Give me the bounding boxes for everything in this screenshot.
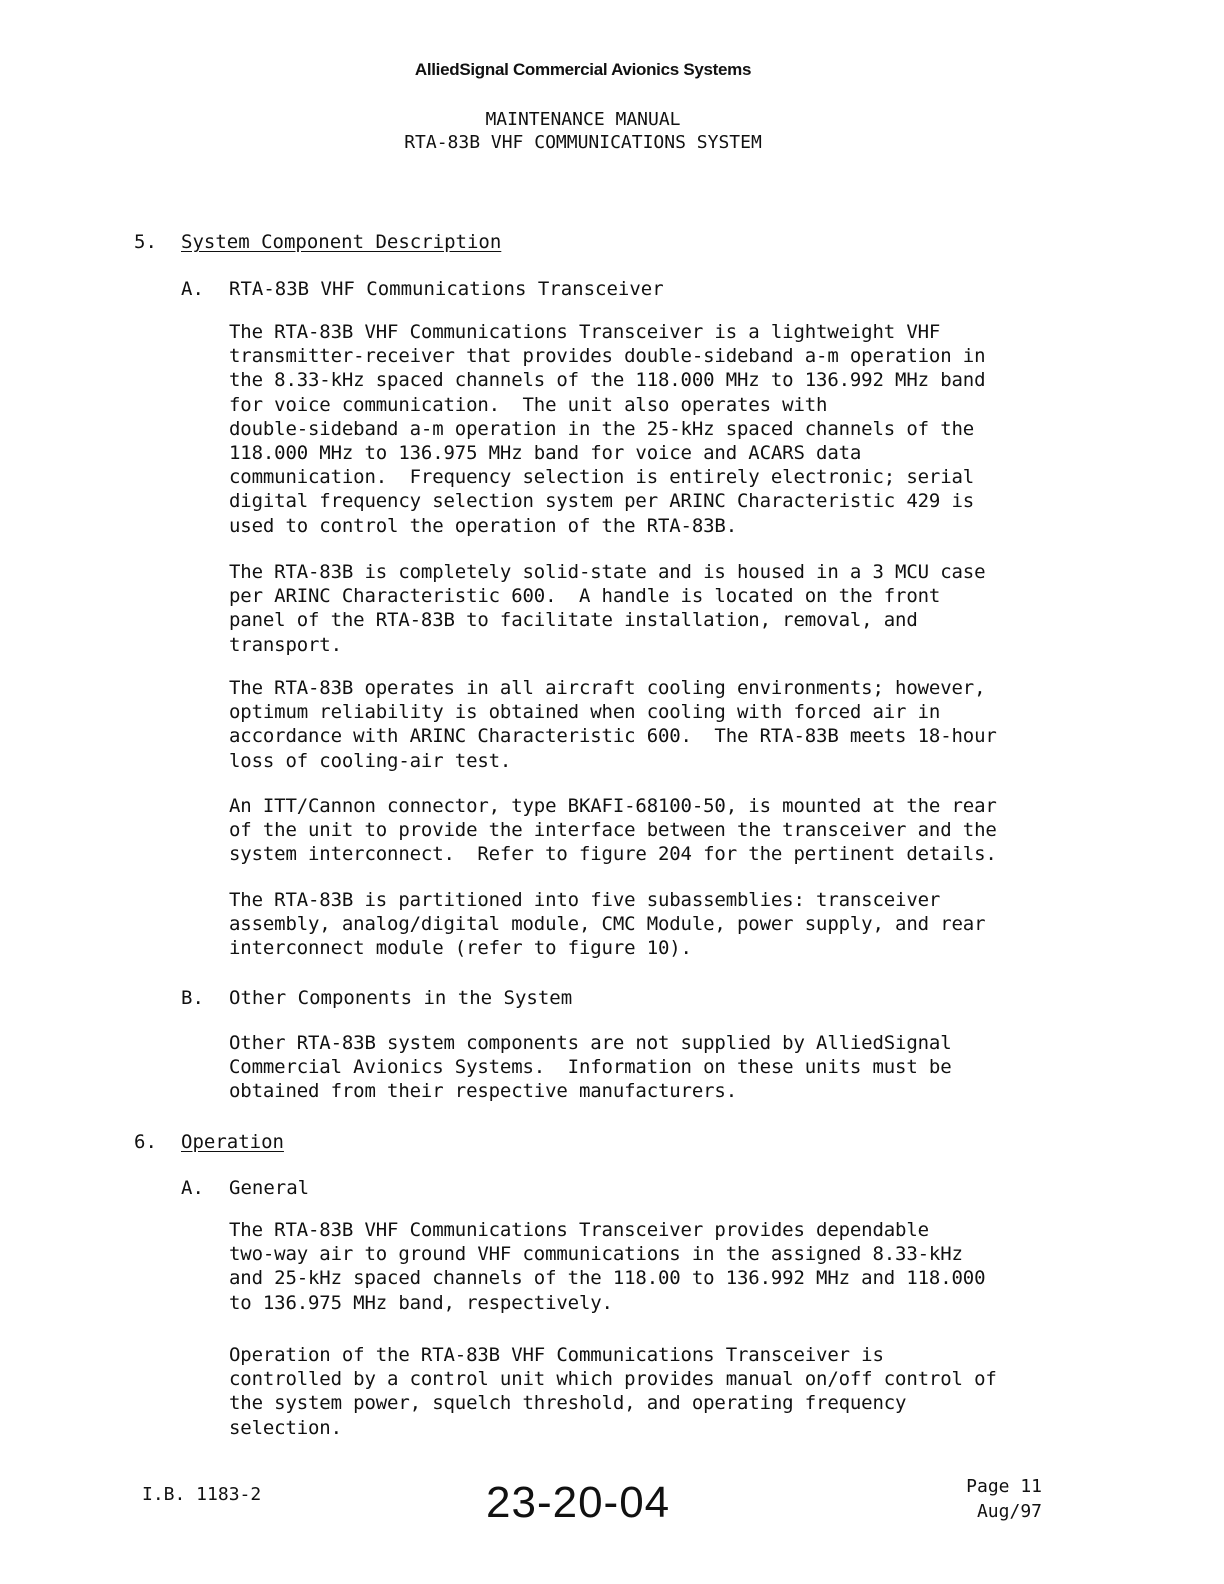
page-date: Aug/97 — [976, 1501, 1042, 1522]
page-number: Page 11 — [966, 1476, 1042, 1497]
paragraph: The RTA-83B VHF Communications Transceiver is a lightweight VHF transmitter-receiver that provides double-sideband a-m operation in the 8.33-kHz spaced channels of the 118.000 MHz to 136.992 MHz band for voice communication. The unit also operates with double-sideband a-m operation in the 25-kHz spaced channels of the 118.000 MHz to 136.975 MHz band for voice and ACARS data communication. Frequency selection is entirely electronic; serial digital frequency selection system per ARINC Characteristic 429 is used to control the operation of the RTA-83B. — [229, 321, 986, 537]
paragraph: The RTA-83B is completely solid-state and is housed in a 3 MCU case per ARINC Characteristic 600. A handle is located on the front panel of the RTA-83B to facilitate installation, removal, and transport. — [229, 561, 986, 656]
manual-subtitle: RTA-83B VHF COMMUNICATIONS SYSTEM — [404, 132, 762, 153]
paragraph: The RTA-83B is partitioned into five subassemblies: transceiver assembly, analog/digital module, CMC Module, power supply, and rear interconnect module (refer to figure 10). — [229, 889, 986, 960]
subsection-letter: A. — [181, 1177, 204, 1199]
section-number: 5. — [134, 231, 157, 253]
paragraph: Other RTA-83B system components are not supplied by AlliedSignal Commercial Avionics Systems. Information on these units must be obtained from their respective manufacturers. — [229, 1032, 952, 1103]
chapter-code: 23-20-04 — [486, 1478, 671, 1527]
paragraph: The RTA-83B operates in all aircraft cooling environments; however, optimum reliability is obtained when cooling with forced air in accordance with ARINC Characteristic 600. The RTA-83B meets 18-hour loss of cooling-air test. — [229, 677, 997, 772]
subsection-letter: B. — [181, 987, 204, 1009]
subsection-title: General — [229, 1177, 310, 1199]
subsection-letter: A. — [181, 278, 204, 300]
manual-title: MAINTENANCE MANUAL — [485, 109, 681, 130]
page-info — [958, 1474, 1042, 1524]
paragraph: Operation of the RTA-83B VHF Communications Transceiver is controlled by a control unit which provides manual on/off control of the system power, squelch threshold, and operating frequency selection. — [229, 1344, 997, 1439]
subsection-title: Other Components in the System — [229, 987, 573, 1009]
document-reference: I.B. 1183-2 — [142, 1484, 262, 1505]
paragraph: An ITT/Cannon connector, type BKAFI-68100-50, is mounted at the rear of the unit to provide the interface between the transceiver and the system interconnect. Refer to figure 204 for the pertinent details. — [229, 795, 997, 866]
subsection-title: RTA-83B VHF Communications Transceiver — [229, 278, 664, 300]
company-header: AlliedSignal Commercial Avionics Systems — [414, 60, 752, 79]
section-title: System Component Description — [181, 231, 502, 253]
paragraph: The RTA-83B VHF Communications Transceiver provides dependable two-way air to ground VHF communications in the assigned 8.33-kHz and 25-kHz spaced channels of the 118.00 to 136.992 MHz and 118.000 to 136.975 MHz band, respectively. — [229, 1219, 986, 1314]
section-number: 6. — [134, 1131, 157, 1153]
manual-title-block — [0, 108, 1166, 154]
section-title: Operation — [181, 1131, 284, 1153]
